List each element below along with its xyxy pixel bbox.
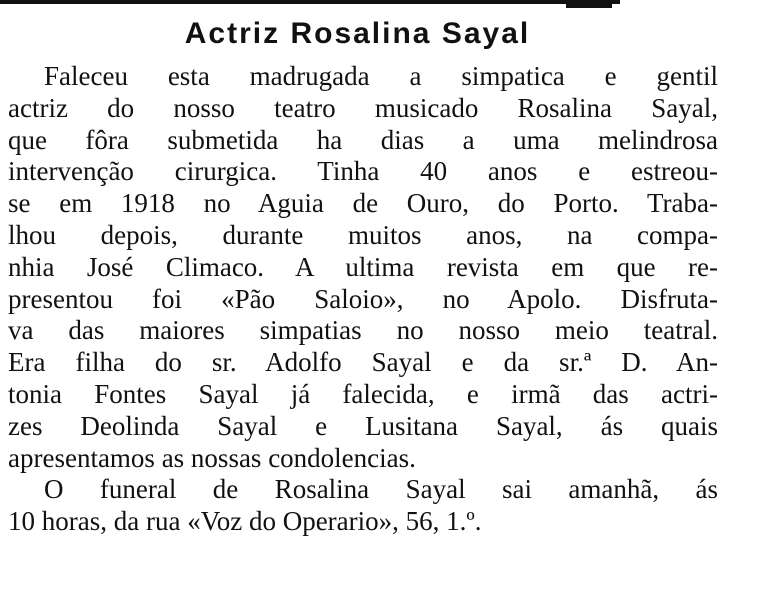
top-border-rule-end xyxy=(566,0,612,8)
text-line: Faleceu esta madrugada a simpatica e gentil xyxy=(44,61,718,91)
article-body xyxy=(8,61,718,538)
text-line: 10 horas, da rua «Voz do Operario», 56, 1.º. xyxy=(8,506,482,537)
text-line: lhou depois, durante muitos anos, na compa- xyxy=(8,219,718,250)
text-line: va das maiores simpatias no nosso meio teatral. xyxy=(8,315,718,346)
text-line: intervenção cirurgica. Tinha 40 anos e estreou- xyxy=(8,156,718,187)
text-line: actriz do nosso teatro musicado Rosalina Sayal, xyxy=(8,92,718,123)
text-line: zes Deolinda Sayal e Lusitana Sayal, ás quais xyxy=(8,410,718,441)
text-line: apresentamos as nossas condolencias. xyxy=(8,442,416,473)
text-line: se em 1918 no Aguia de Ouro, do Porto. Traba- xyxy=(8,188,718,219)
text-line: presentou foi «Pão Saloio», no Apolo. Disfruta- xyxy=(8,283,718,314)
text-line: O funeral de Rosalina Sayal sai amanhã, ás xyxy=(44,474,718,505)
article-headline: Actriz Rosalina Sayal xyxy=(184,17,531,50)
text-line: nhia José Climaco. A ultima revista em que re- xyxy=(8,251,718,282)
paragraph-obituary xyxy=(8,61,718,474)
top-border-rule xyxy=(0,0,620,4)
paragraph-funeral xyxy=(8,474,718,538)
text-line: tonia Fontes Sayal já falecida, e irmã das actri- xyxy=(8,378,718,409)
text-line: Era filha do sr. Adolfo Sayal e da sr.ª D. An- xyxy=(8,347,718,378)
text-line: que fôra submetida ha dias a uma melindrosa xyxy=(8,124,718,155)
